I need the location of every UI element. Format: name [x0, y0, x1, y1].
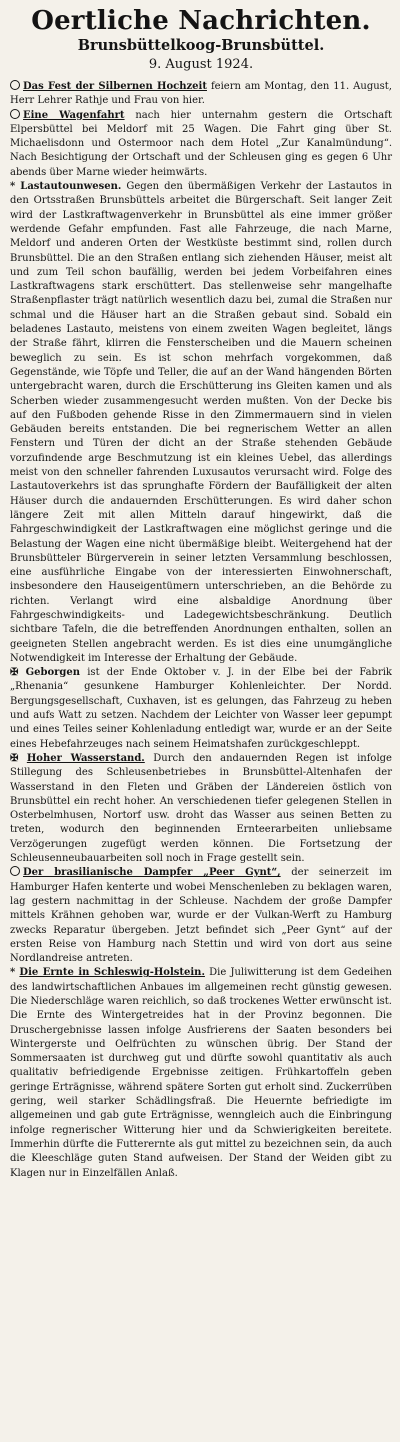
article-body: der seinerzeit im Hamburger Hafen kenterte und wobei Menschenleben zu beklagen waren, lag gestern nachmittag in der Schleuse. Nachdem der große Dampfer mittels Krähnen gehoben war, wurde er der Vulkan-Werft zu Hamburg zwecks Reparatur übergeben. Jetzt befindet sich „Peer Gynt“ auf der ersten Reise von Hamburg nach Stettin und wird von dort aus seine Nordlandreise antreten. [10, 867, 392, 965]
article-salvaged [10, 666, 392, 752]
article-body: Die Juliwitterung ist dem Gedeihen des landwirtschaftlichen Anbaues im allgemeinen recht günstig gewesen. Die Niederschläge waren reichlich, so daß trockenes Wetter erwünscht ist. Die Ernte des Wintergetreides hat in der Provinz begonnen. Die Druschergebnisse lassen infolge Ausfrierens der Saaten besonders bei Wintergerste und Oelfrüchten zu wünschen übrig. Der Stand der Sommersaaten ist durchweg gut und dürfte sowohl quantitativ als auch qualitativ befriedigende Ergebnisse zeitigen. Frühkartoffeln geben geringe Erträgnisse, während spätere Sorten gut erholt sind. Zuckerrüben gering, weil starker Schädlingsfraß. Die Heuernte befriedigte im allgemeinen und gab gute Erträgnisse, wenngleich auch die Einbringung infolge regnerischer Witterung hier und da Schwierigkeiten bereitete. Immerhin dürfte die Futterernte als gut mittel zu bezeichnen sein, da auch die Kleeschläge guten Stand aufweisen. Der Stand der Weiden gibt zu Klagen nur in Einzelfällen Anlaß. [10, 967, 392, 1179]
article-harvest [10, 966, 392, 1180]
page-title: Oertliche Nachrichten. [31, 6, 371, 36]
article-lead: Eine Wagenfahrt [23, 109, 125, 121]
article-lead: Die Ernte in Schleswig-Holstein. [19, 967, 205, 979]
article-lead: Hoher Wasserstand. [26, 752, 145, 764]
section-subtitle: Brunsbüttelkoog-Brunsbüttel. [77, 37, 325, 54]
cross-marker-icon: ✠ [10, 752, 19, 764]
article-body: Durch den andauernden Regen ist infolge Stillegung des Schleusenbetriebes in Brunsbüttel-Altenhafen der Wasserstand in den Fleten und Gräben der Ländereien östlich von Brunsbüttel ein recht hoher. An verschiedenen tiefer gelegenen Stellen in Osterbelmhusen, Nortorf usw. droht das Wasser aus seinen Betten zu treten, wodurch den beginnenden Ernteerarbeiten unliebsame Verzögerungen zugefügt werden können. Die Fortsetzung der Schleusenneubauarbeiten soll noch in Frage gestellt sein. [10, 752, 392, 865]
dateline: 9. August 1924. [148, 57, 254, 72]
circle-marker-icon [10, 109, 20, 119]
article-lead: Geborgen [25, 667, 81, 679]
cross-marker-icon: ✠ [10, 667, 19, 679]
article-lead: Der brasilianische Dampfer „Peer Gynt“, [23, 867, 281, 879]
article-high-water [10, 752, 392, 866]
article-body: feiern am Montag, den 11. August, Herr Lehrer Rathje und Frau von hier. [10, 81, 392, 107]
article-wagon-trip [10, 109, 392, 180]
circle-marker-icon [10, 80, 20, 90]
article-truck-nuisance [10, 180, 392, 666]
article-body: ist der Ende Oktober v. J. in der Elbe bei der Fabrik „Rhenania“ gesunkene Hamburger Kohlenleichter. Der Nordd. Bergungsgesellschaft, Cuxhaven, ist es gelungen, das Fahrzeug zu heben und aufs Watt zu setzen. Nachdem der Leichter von Wasser leer gepumpt und eines Teiles seiner Kohlenladung entledigt war, wurde er an der Seite eines Hebefahrzeuges nach seinem Heimatshafen zurückgeschleppt. [10, 667, 392, 750]
article-steamer [10, 866, 392, 966]
article-marker: * [10, 967, 16, 979]
circle-marker-icon [10, 866, 20, 876]
article-marker: * [10, 181, 16, 193]
article-silver-wedding [10, 80, 392, 109]
news-column [10, 80, 392, 1181]
article-body: nach hier unternahm gestern die Ortschaft Elpersbüttel bei Meldorf mit 25 Wagen. Die Fahrt ging über St. Michaelisdonn und Ostermoor nach dem Hotel „Zur Kanalmündung“. Nach Besichtigung der Ortschaft und der Schleusen ging es gegen 6 Uhr abends über Marne wieder heimwärts. [10, 109, 392, 178]
article-lead: Das Fest der Silbernen Hochzeit [23, 81, 207, 92]
article-lead: Lastautounwesen. [20, 181, 122, 193]
article-body: Gegen den übermäßigen Verkehr der Lastautos in den Ortsstraßen Brunsbüttels arbeitet die Bürgerschaft. Seit langer Zeit wird der Lastkraftwagenverkehr in Brunsbüttel als eine immer größer werdende Gefahr empfunden. Fast alle Fahrzeuge, die nach Marne, Meldorf und anderen Orten der Westküste bestimmt sind, rollen durch Brunsbüttel. Die an den Straßen entlang sich ziehenden Häuser, meist alt und zum Teil schon baufällig, werden bei jedem Vorbeifahren eines Lastkraftwagens stark erschüttert. Das stellenweise sehr mangelhafte Straßenpflaster trägt natürlich wesentlich dazu bei, zumal die Straßen nur schmal und die Häuser hart an die Straßen gebaut sind. Sobald ein beladenes Lastauto, meistens von einem zweiten Wagen begleitet, längs der Straße fährt, klirren die Fensterscheiben und die Mauern scheinen beweglich zu sein. Es ist schon mehrfach vorgekommen, daß Gegenstände, wie Töpfe und Teller, die auf an der Wand hängenden Börten untergebracht waren, durch die Erschütterung ins Gleiten kamen und als Scherben wieder zusammengesucht werden mußten. Von der Decke bis auf den Fußboden gehende Risse in den Zimmermauern sind in vielen Gebäuden bereits entstanden. Die bei regnerischem Wetter an allen Fenstern und Türen der dicht an der Straße stehenden Gebäude vorzufindende arge Beschmutzung ist ein kleines Uebel, das allerdings meist von den schneller fahrenden Luxusautos verursacht wird. Folge des Lastautoverkehrs ist das sprunghafte Fördern der Baufälligkeit der alten Häuser durch die andauernden Erschütterungen. Es wird daher schon längere Zeit mit allen Mitteln darauf hingewirkt, daß die Fahrgeschwindigkeit der Lastkraftwagen eine möglichst geringe und die Belastung der Wagen eine nicht übermäßige bleibt. Weitergehend hat der Brunsbütteler Bürgerverein in seiner letzten Versammlung beschlossen, eine ausführliche Eingabe von der interessierten Einwohnerschaft, insbesondere den Hauseigentümern unterschrieben, an die Behörde zu richten. Verlangt wird eine alsbaldige Anordnung über Fahrgeschwindigkeits- und Ladegewichtsbeschränkung. Deutlich sichtbare Tafeln, die die betreffenden Anordnungen enthalten, sollen an geeigneten Stellen angebracht werden. Es ist dies eine unumgängliche Notwendigkeit im Interesse der Erhaltung der Gebäude. [10, 181, 392, 664]
masthead [10, 6, 392, 74]
